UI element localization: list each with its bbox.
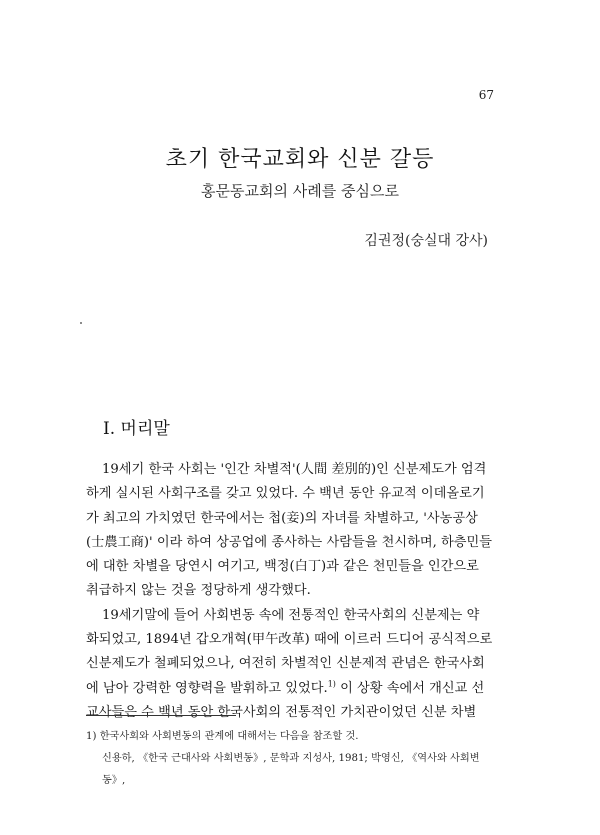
paragraph-line: 신분제도가 철폐되었으나, 여전히 차별적인 신분제적 관념은 한국사회	[86, 656, 485, 672]
paragraph-line: 에 대한 차별을 당연시 여기고, 백정(白丁)과 같은 천민들을 인간으로	[86, 559, 479, 575]
paragraph-line-with-footnote	[86, 677, 485, 701]
paragraph-line: 취급하지 않는 것을 정당하게 생각했다.	[86, 583, 311, 599]
paragraph-line: 가 최고의 가치였던 한국에서는 첩(妾)의 자녀를 차별하고, '사농공상	[86, 510, 478, 526]
section-heading: I. 머리말	[103, 419, 170, 439]
paragraph-line: (士農工商)' 이라 하여 상공업에 종사하는 사람들을 천시하며, 하층민들	[86, 534, 492, 550]
page-number: 67	[478, 88, 494, 102]
footnote-divider	[86, 715, 236, 716]
body-text	[86, 458, 493, 725]
paragraph-line: 화되었고, 1894년 갑오개혁(甲午改革) 때에 이르러 드디어 공식적으로	[86, 632, 493, 648]
paragraph-line: 19세기말에 들어 사회변동 속에 전통적인 한국사회의 신분제는 약	[102, 607, 480, 623]
footnote-line: 신용하, 《한국 근대사와 사회변동》, 문학과 지성사, 1981; 박영신, 《역사와 사회변동》,	[102, 753, 480, 786]
footnotes	[86, 726, 486, 792]
paragraph-line: 교사들은 수 백년 동안 한국사회의 전통적인 가치관이었던 신분 차별	[86, 704, 477, 720]
scan-speck	[80, 322, 82, 324]
paragraph-line-text: 에 남아 강력한 영향력을 발휘하고 있었다.	[86, 680, 328, 696]
footnote-line: 1) 한국사회와 사회변동의 관계에 대해서는 다음을 참조할 것.	[86, 731, 359, 742]
paragraph-line-tail: 이 상황 속에서 개신교 선	[335, 680, 485, 696]
paragraph-line: 하게 실시된 사회구조를 갖고 있었다. 수 백년 동안 유교적 이데올로기	[86, 486, 485, 502]
paragraph-line: 19세기 한국 사회는 '인간 차별적'(人間 差別的)인 신분제도가 엄격	[102, 462, 487, 477]
article-subtitle: 홍문동교회의 사례를 중심으로	[201, 182, 399, 200]
footnote-reference: 1)	[327, 679, 336, 689]
article-title: 초기 한국교회와 신분 갈등	[165, 147, 435, 172]
author-line: 김권정(숭실대 강사)	[364, 233, 488, 249]
